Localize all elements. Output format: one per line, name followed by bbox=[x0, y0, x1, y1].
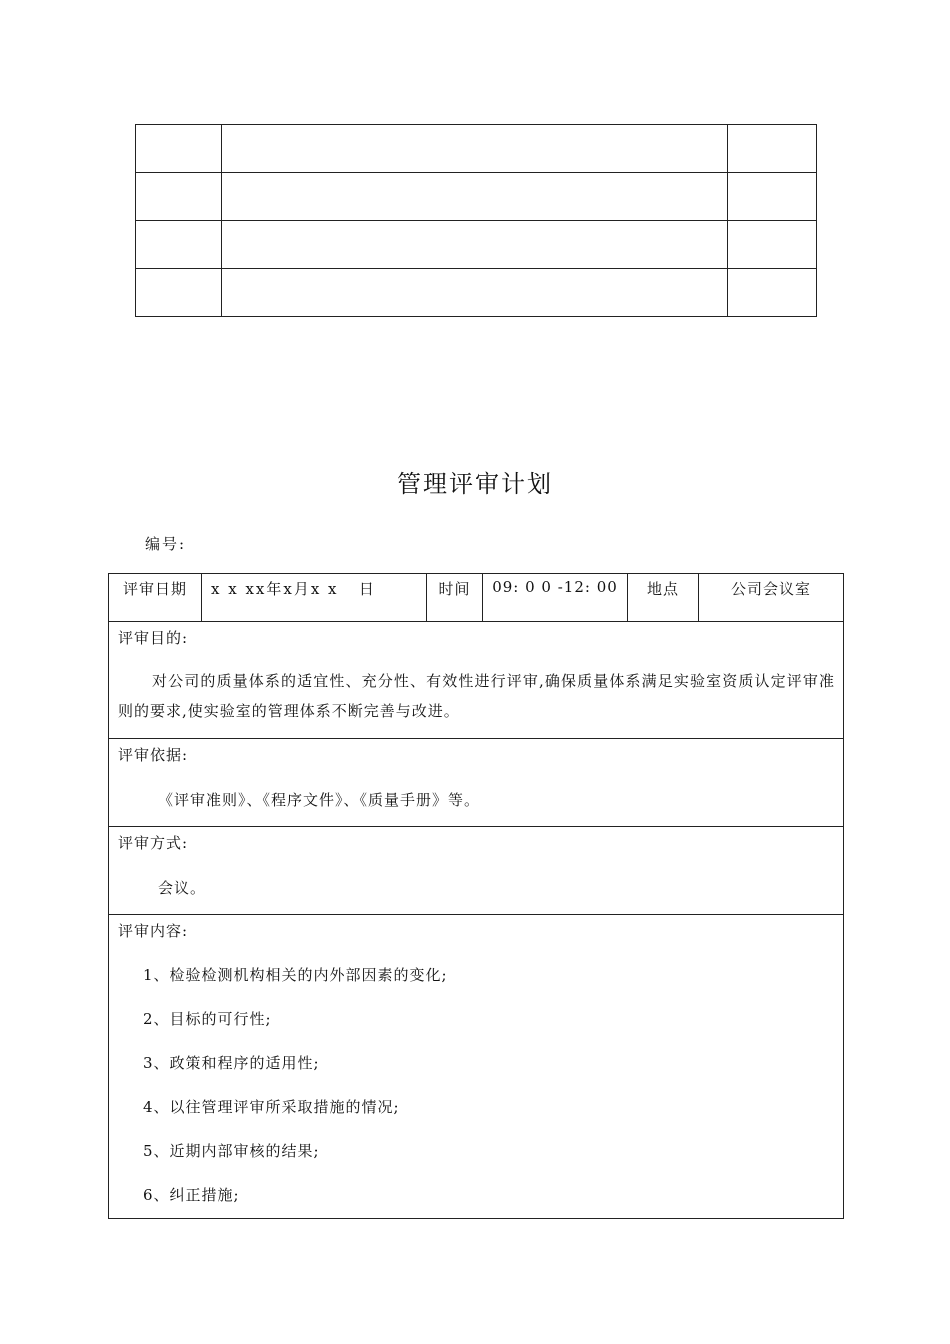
place-label: 地点 bbox=[628, 574, 699, 622]
time-label: 时间 bbox=[427, 574, 483, 622]
method-section bbox=[109, 827, 844, 915]
purpose-section bbox=[109, 622, 844, 739]
place-value: 公司会议室 bbox=[699, 574, 844, 622]
empty-top-table bbox=[135, 124, 817, 317]
serial-number-label: 编号: bbox=[145, 535, 187, 553]
table-row bbox=[136, 125, 817, 173]
page-title: 管理评审计划 bbox=[397, 470, 553, 498]
content-list bbox=[109, 941, 843, 1217]
list-item: 2、目标的可行性; bbox=[143, 1010, 272, 1028]
basis-heading: 评审依据: bbox=[118, 746, 189, 764]
method-text: 会议。 bbox=[158, 879, 207, 897]
method-heading: 评审方式: bbox=[118, 834, 189, 852]
table-row bbox=[136, 269, 817, 317]
basis-section bbox=[109, 739, 844, 827]
info-row bbox=[109, 574, 844, 622]
time-value: 09: 0 0 -12: 00 bbox=[483, 574, 628, 622]
table-row bbox=[136, 173, 817, 221]
list-item: 4、以往管理评审所采取措施的情况; bbox=[143, 1098, 400, 1116]
list-item: 5、近期内部审核的结果; bbox=[143, 1142, 320, 1160]
purpose-heading: 评审目的: bbox=[118, 629, 189, 647]
table-row bbox=[136, 221, 817, 269]
list-item: 3、政策和程序的适用性; bbox=[143, 1054, 320, 1072]
review-date-label: 评审日期 bbox=[109, 574, 202, 622]
content-section bbox=[109, 915, 844, 1219]
review-date-value: x x xx年x月x x 日 bbox=[202, 574, 427, 622]
list-item: 1、检验检测机构相关的内外部因素的变化; bbox=[143, 966, 448, 984]
review-plan-table bbox=[108, 573, 844, 1219]
content-heading: 评审内容: bbox=[118, 922, 189, 940]
basis-text: 《评审准则》、《程序文件》、《质量手册》等。 bbox=[158, 791, 481, 809]
purpose-text: 对公司的质量体系的适宜性、充分性、有效性进行评审,确保质量体系满足实验室资质认定评审准则的要求,使实验室的管理体系不断完善与改进。 bbox=[118, 672, 835, 720]
list-item: 6、纠正措施; bbox=[143, 1186, 240, 1204]
